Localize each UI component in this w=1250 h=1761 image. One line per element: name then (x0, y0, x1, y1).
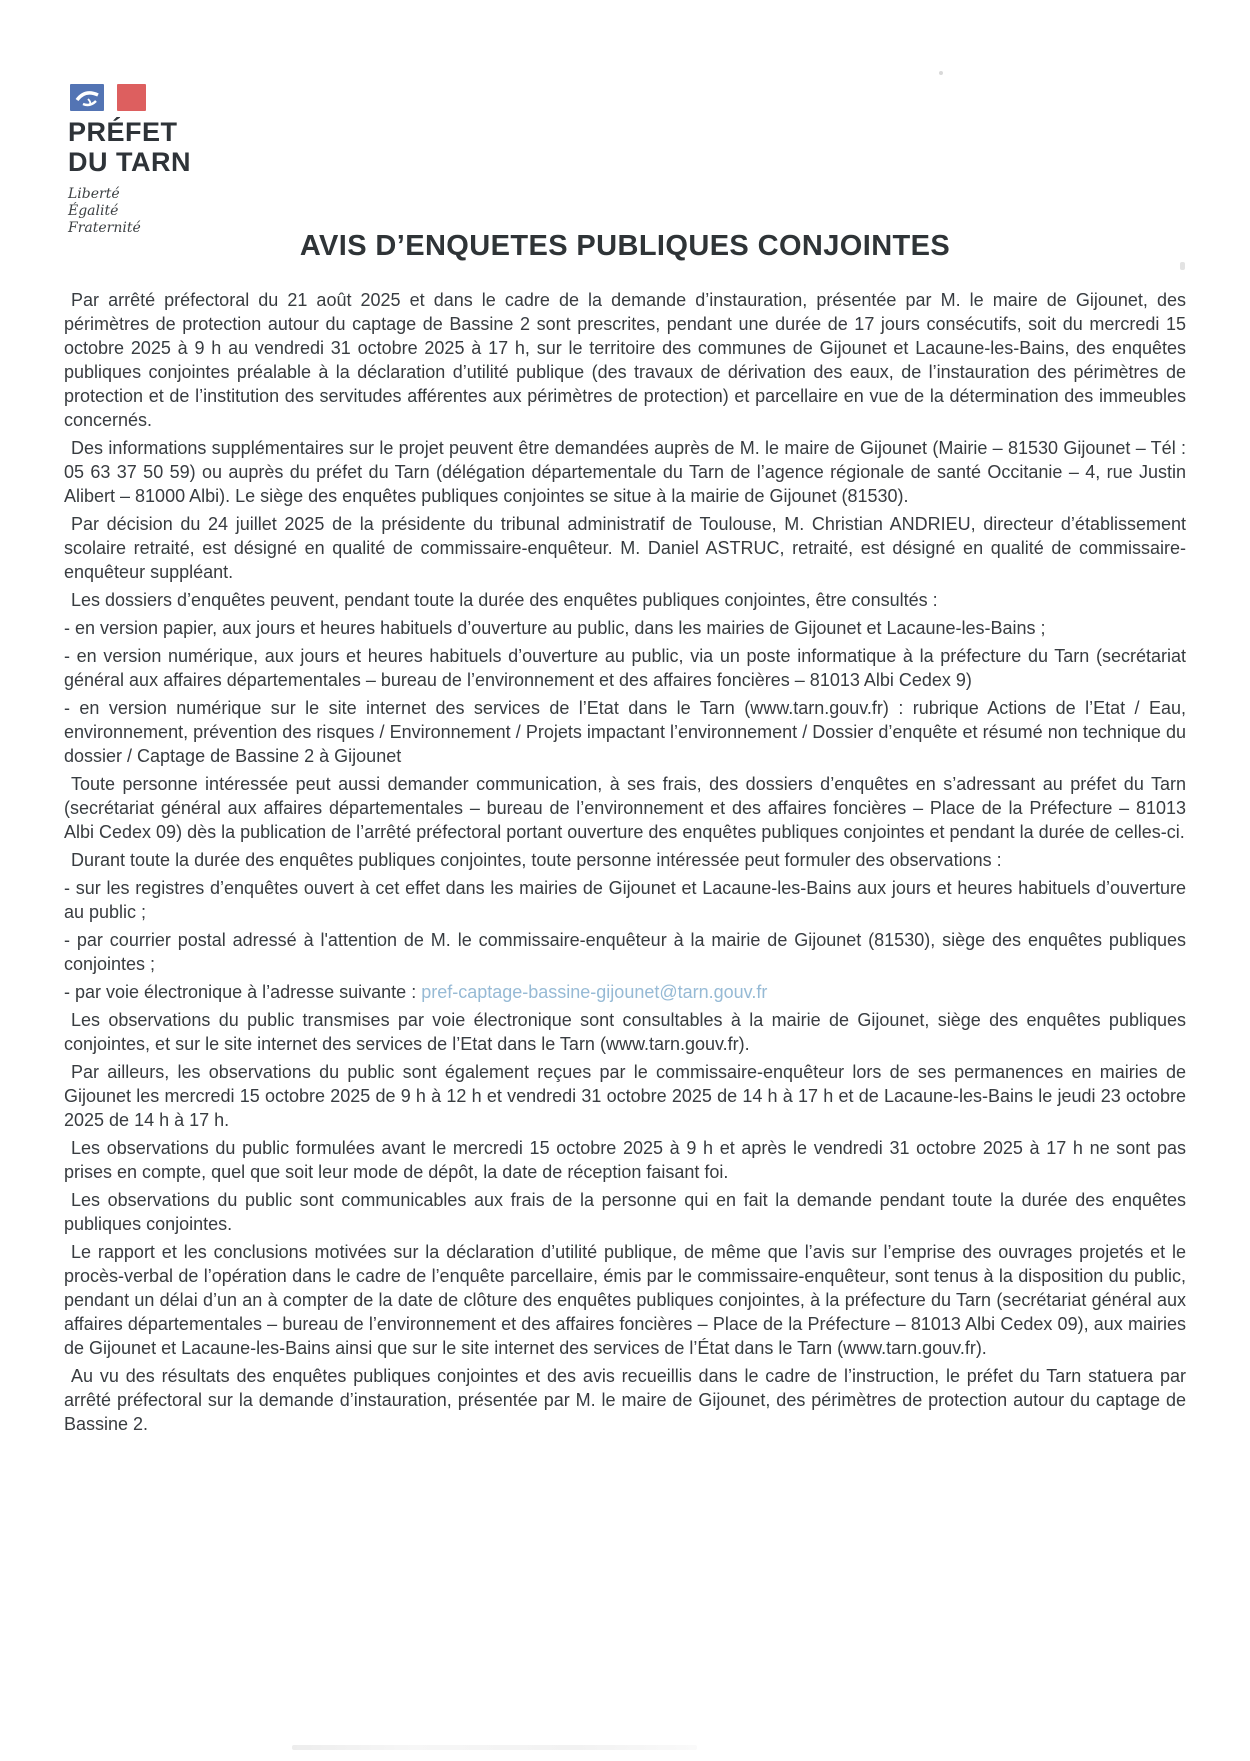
paragraph (64, 1364, 1186, 1436)
paragraph-text: Les dossiers d’enquêtes peuvent, pendant toute la durée des enquêtes publiques conjointes, être consultés : (71, 590, 938, 610)
paragraph-text: Durant toute la durée des enquêtes publiques conjointes, toute personne intéressée peut formuler des observations : (71, 850, 1002, 870)
paragraph-text: - par voie électronique à l’adresse suivante : (64, 982, 422, 1002)
bullet-paragraph (64, 928, 1186, 976)
paragraph-text: Au vu des résultats des enquêtes publiques conjointes et des avis recueillis dans le cadre de l’instruction, le préfet du Tarn statuera par arrêté préfectoral sur la demande d’instauration, présentée par M. le maire de Gijounet, des périmètres de protection autour du captage de Bassine 2. (64, 1366, 1186, 1434)
paragraph-text: Les observations du public transmises par voie électronique sont consultables à la mairie de Gijounet, siège des enquêtes publiques conjointes, et sur le site internet des services de l’Etat dans le Tarn (www.tarn.gouv.fr). (64, 1010, 1186, 1054)
motto-liberte: Liberté (68, 186, 120, 202)
paragraph (64, 288, 1186, 432)
paragraph-text: - par courrier postal adressé à l'attention de M. le commissaire-enquêteur à la mairie de Gijounet (81530), siège des enquêtes publiques conjointes ; (64, 930, 1186, 974)
scan-artifact (939, 71, 943, 75)
paragraph (64, 1060, 1186, 1132)
paragraph-text: Les observations du public formulées avant le mercredi 15 octobre 2025 à 9 h et après le vendredi 31 octobre 2025 à 17 h ne sont pas prises en compte, quel que soit leur mode de dépôt, la date de réception faisant foi. (64, 1138, 1186, 1182)
paragraph-text: Par arrêté préfectoral du 21 août 2025 et dans le cadre de la demande d’instauration, présentée par M. le maire de Gijounet, des périmètres de protection autour du captage de Bassine 2 sont prescrites, pendant une durée de 17 jours consécutifs, soit du mercredi 15 octobre 2025 à 9 h au vendredi 31 octobre 2025 à 17 h, sur le territoire des communes de Gijounet et Lacaune-les-Bains, des enquêtes publiques conjointes préalable à la déclaration d’utilité publique (des travaux de dérivation des eaux, de l’instauration des périmètres de protection et de l’institution des servitudes afférentes aux périmètres de protection) et parcellaire en vue de la détermination des immeubles concernés. (64, 290, 1186, 430)
prefecture-header (68, 82, 191, 237)
bullet-paragraph (64, 644, 1186, 692)
bullet-paragraph (64, 876, 1186, 924)
scan-artifact (292, 1745, 697, 1750)
paragraph (64, 512, 1186, 584)
scan-artifact (1180, 262, 1185, 270)
flag-red (117, 84, 146, 111)
paragraph-text: Des informations supplémentaires sur le projet peuvent être demandées auprès de M. le maire de Gijounet (Mairie – 81530 Gijounet – Tél : 05 63 37 50 59) ou auprès du préfet du Tarn (délégation départementale du Tarn de l’agence régionale de santé Occitanie – 4, rue Justin Alibert – 81000 Albi). Le siège des enquêtes publiques conjointes se situe à la mairie de Gijounet (81530). (64, 438, 1186, 506)
bullet-paragraph (64, 616, 1186, 640)
bullet-paragraph (64, 980, 1186, 1004)
paragraph (64, 1188, 1186, 1236)
paragraph-text: - sur les registres d’enquêtes ouvert à cet effet dans les mairies de Gijounet et Lacaune-les-Bains aux jours et heures habituels d’ouverture au public ; (64, 878, 1186, 922)
paragraph (64, 1240, 1186, 1360)
paragraph-text: Par ailleurs, les observations du public sont également reçues par le commissaire-enquêteur lors de ses permanences en mairies de Gijounet les mercredi 15 octobre 2025 de 9 h à 12 h et vendredi 31 octobre 2025 de 14 h à 17 h et de Lacaune-les-Bains le jeudi 23 octobre 2025 de 14 h à 17 h. (64, 1062, 1186, 1130)
page-title: AVIS D’ENQUETES PUBLIQUES CONJOINTES (299, 230, 951, 262)
gov-name-line2: DU TARN (68, 147, 191, 177)
email-link[interactable]: pref-captage-bassine-gijounet@tarn.gouv.fr (421, 982, 768, 1002)
bullet-paragraph (64, 696, 1186, 768)
paragraph (64, 436, 1186, 508)
paragraph-text: Les observations du public sont communicables aux frais de la personne qui en fait la demande pendant toute la durée des enquêtes publiques conjointes. (64, 1190, 1186, 1234)
paragraph-text: Le rapport et les conclusions motivées sur la déclaration d’utilité publique, de même que l’avis sur l’emprise des ouvrages projetés et le procès-verbal de l’opération dans le cadre de l’enquête parcellaire, émis par le commissaire-enquêteur, sont tenus à la disposition du public, pendant un délai d’un an à compter de la date de clôture des enquêtes publiques conjointes, à la préfecture du Tarn (secrétariat général aux affaires départementales – bureau de l’environnement et des affaires foncières – Place de la Préfecture – 81013 Albi Cedex 09), aux mairies de Gijounet et Lacaune-les-Bains ainsi que sur le site internet des services de l’État dans le Tarn (www.tarn.gouv.fr). (64, 1242, 1186, 1358)
paragraph (64, 588, 1186, 612)
motto-fraternite: Fraternité (68, 220, 141, 236)
paragraph-text: Par décision du 24 juillet 2025 de la présidente du tribunal administratif de Toulouse, M. Christian ANDRIEU, directeur d’établissement scolaire retraité, est désigné en qualité de commissaire-enquêteur. M. Daniel ASTRUC, retraité, est désigné en qualité de commissaire-enquêteur suppléant. (64, 514, 1186, 582)
gov-name-line1: PRÉFET (68, 117, 178, 147)
flag-blue (70, 84, 104, 111)
document-body (64, 288, 1186, 1440)
paragraph (64, 848, 1186, 872)
paragraph-text: - en version numérique sur le site internet des services de l’Etat dans le Tarn (www.tarn.gouv.fr) : rubrique Actions de l’Etat / Eau, environnement, prévention des risques / Environnement / Projets impactant l’environnement / Dossier d’enquête et résumé non technique du dossier / Captage de Bassine 2 à Gijounet (64, 698, 1186, 766)
french-flag-marianne-icon (70, 82, 152, 113)
paragraph-text: Toute personne intéressée peut aussi demander communication, à ses frais, des dossiers d’enquêtes en s’adressant au préfet du Tarn (secrétariat général aux affaires départementales – bureau de l’environnement et des affaires foncières – Place de la Préfecture – 81013 Albi Cedex 09) dès la publication de l’arrêté préfectoral portant ouverture des enquêtes publiques conjointes et pendant la durée de celles-ci. (64, 774, 1186, 842)
paragraph-text: - en version numérique, aux jours et heures habituels d’ouverture au public, via un poste informatique à la préfecture du Tarn (secrétariat général aux affaires départementales – bureau de l’environnement et des affaires foncières – 81013 Albi Cedex 9) (64, 646, 1186, 690)
motto-egalite: Égalité (68, 203, 119, 219)
paragraph (64, 1008, 1186, 1056)
paragraph-text: - en version papier, aux jours et heures habituels d’ouverture au public, dans les mairies de Gijounet et Lacaune-les-Bains ; (64, 618, 1046, 638)
paragraph (64, 1136, 1186, 1184)
paragraph (64, 772, 1186, 844)
